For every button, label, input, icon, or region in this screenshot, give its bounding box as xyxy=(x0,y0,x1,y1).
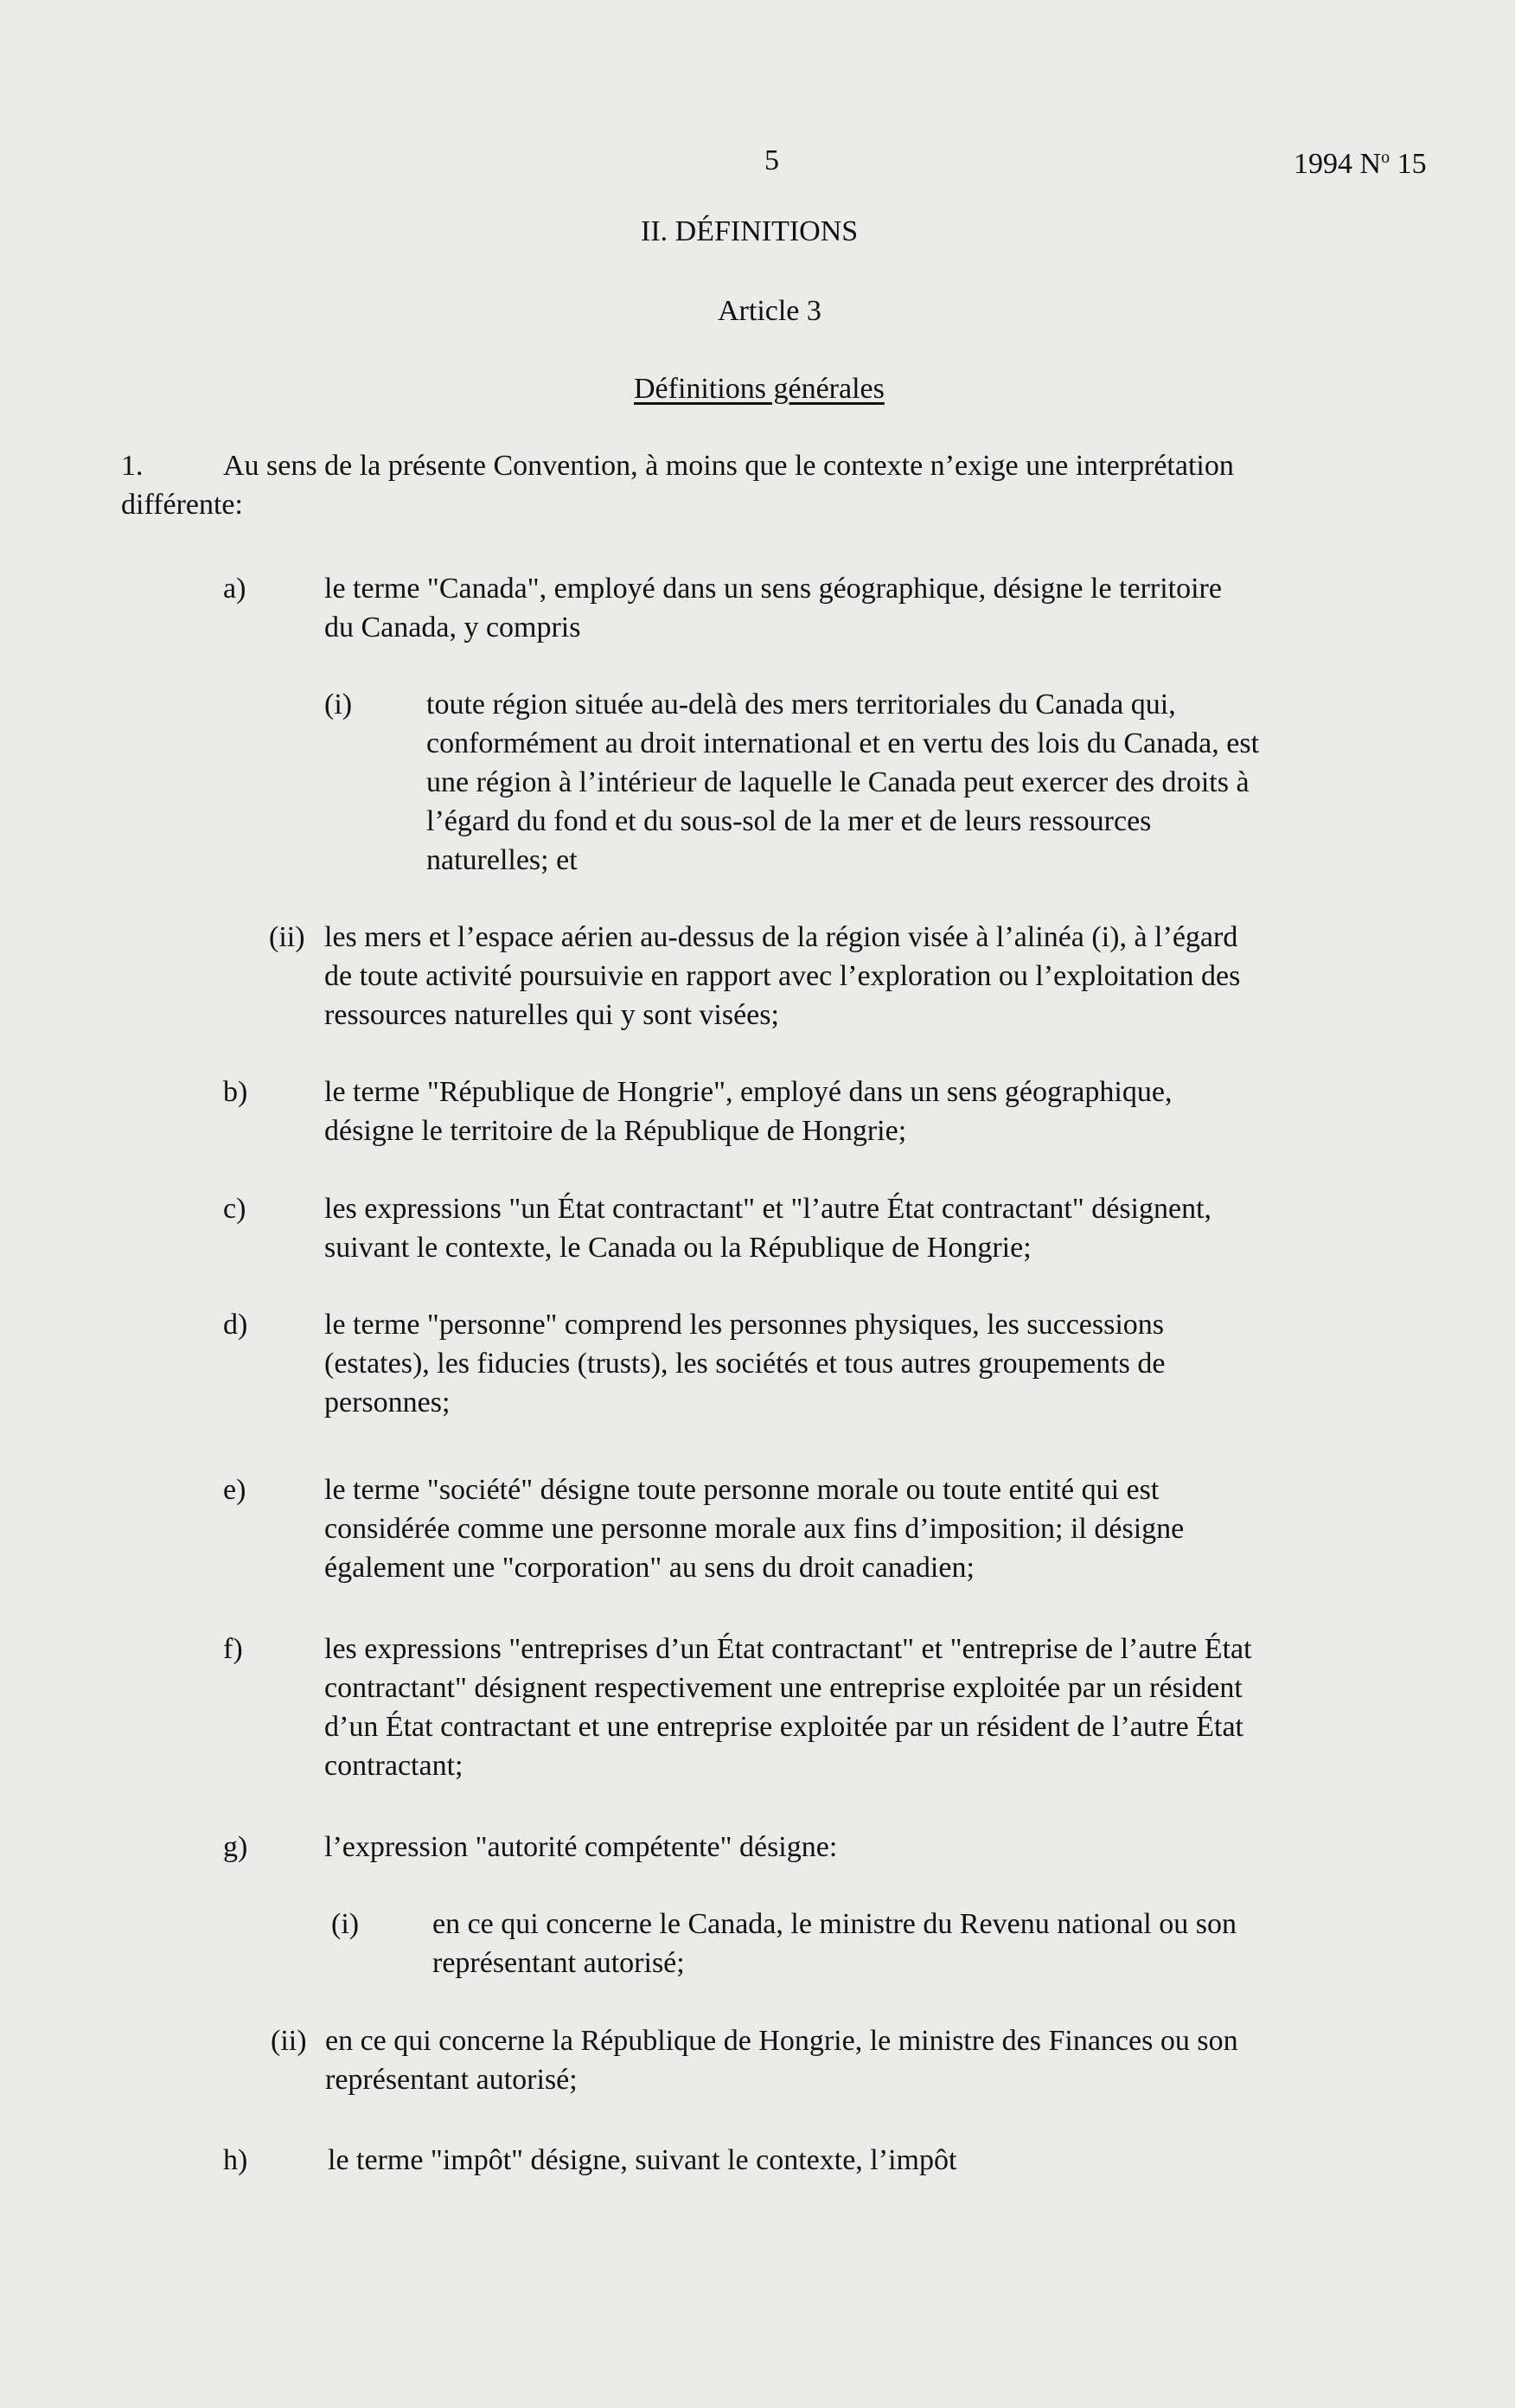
item-f-line: contractant; xyxy=(324,1750,463,1782)
subitem-a-ii-line: les mers et l’espace aérien au-dessus de la région visée à l’alinéa (i), à l’égard xyxy=(324,921,1238,953)
item-c-line: suivant le contexte, le Canada ou la République de Hongrie; xyxy=(324,1232,1032,1264)
subitem-label-a-i: (i) xyxy=(324,688,353,720)
item-label-d: d) xyxy=(223,1309,248,1341)
item-c-line: les expressions "un État contractant" et "l’autre État contractant" désignent, xyxy=(324,1193,1212,1225)
item-b-line: le terme "République de Hongrie", employé dans un sens géographique, xyxy=(324,1076,1173,1108)
item-label-f: f) xyxy=(223,1633,243,1665)
item-label-c: c) xyxy=(223,1193,246,1225)
subitem-g-i-line: en ce qui concerne le Canada, le ministre du Revenu national ou son xyxy=(432,1908,1237,1940)
subitem-a-ii-line: ressources naturelles qui y sont visées; xyxy=(324,999,779,1031)
paragraph-line: Au sens de la présente Convention, à moins que le contexte n’exige une interprétation xyxy=(223,450,1234,482)
subitem-label-g-ii: (ii) xyxy=(271,2025,307,2057)
issue-number-prefix: N xyxy=(1359,148,1382,180)
subtitle: Définitions générales xyxy=(634,373,885,405)
item-b-line: désigne le territoire de la République de Hongrie; xyxy=(324,1115,907,1147)
item-a-line: du Canada, y compris xyxy=(324,612,581,644)
section-title: II. DÉFINITIONS xyxy=(641,215,859,247)
paragraph-line: différente: xyxy=(121,489,243,521)
subitem-a-i-line: conformément au droit international et en vertu des lois du Canada, est xyxy=(426,727,1260,759)
item-f-line: contractant" désignent respectivement une entreprise exploitée par un résident xyxy=(324,1672,1243,1704)
item-h-line: le terme "impôt" désigne, suivant le contexte, l’impôt xyxy=(328,2144,957,2176)
item-label-g: g) xyxy=(223,1831,248,1863)
issue-number: 15 xyxy=(1397,148,1427,180)
paragraph-number: 1. xyxy=(121,450,144,482)
issue-reference xyxy=(1294,138,1427,184)
subitem-a-i-line: une région à l’intérieur de laquelle le Canada peut exercer des droits à xyxy=(426,766,1250,798)
subitem-label-a-ii: (ii) xyxy=(269,921,305,953)
item-g-line: l’expression "autorité compétente" désigne: xyxy=(324,1831,838,1863)
subitem-g-i-line: représentant autorisé; xyxy=(432,1947,685,1979)
issue-number-sup: o xyxy=(1381,148,1390,167)
subitem-a-i-line: toute région située au-delà des mers territoriales du Canada qui, xyxy=(426,688,1176,720)
subitem-a-ii-line: de toute activité poursuivie en rapport avec l’exploration ou l’exploitation des xyxy=(324,960,1241,992)
issue-year: 1994 xyxy=(1294,148,1352,180)
item-d-line: personnes; xyxy=(324,1387,451,1419)
item-a-line: le terme "Canada", employé dans un sens géographique, désigne le territoire xyxy=(324,573,1222,605)
item-e-line: également une "corporation" au sens du droit canadien; xyxy=(324,1552,975,1584)
item-d-line: (estates), les fiducies (trusts), les sociétés et tous autres groupements de xyxy=(324,1348,1166,1380)
subitem-a-i-line: naturelles; et xyxy=(426,844,578,876)
subitem-label-g-i: (i) xyxy=(331,1908,360,1940)
item-label-h: h) xyxy=(223,2144,248,2176)
item-label-b: b) xyxy=(223,1076,248,1108)
subitem-g-ii-line: représentant autorisé; xyxy=(325,2064,578,2096)
subitem-g-ii-line: en ce qui concerne la République de Hongrie, le ministre des Finances ou son xyxy=(325,2025,1238,2057)
subitem-a-i-line: l’égard du fond et du sous-sol de la mer et de leurs ressources xyxy=(426,805,1152,837)
item-f-line: d’un État contractant et une entreprise exploitée par un résident de l’autre État xyxy=(324,1711,1243,1743)
item-label-e: e) xyxy=(223,1474,246,1506)
item-f-line: les expressions "entreprises d’un État contractant" et "entreprise de l’autre État xyxy=(324,1633,1252,1665)
page-number: 5 xyxy=(764,144,779,176)
article-title: Article 3 xyxy=(718,295,821,327)
item-d-line: le terme "personne" comprend les personnes physiques, les successions xyxy=(324,1309,1165,1341)
item-e-line: le terme "société" désigne toute personne morale ou toute entité qui est xyxy=(324,1474,1160,1506)
item-label-a: a) xyxy=(223,573,246,605)
item-e-line: considérée comme une personne morale aux fins d’imposition; il désigne xyxy=(324,1513,1185,1545)
